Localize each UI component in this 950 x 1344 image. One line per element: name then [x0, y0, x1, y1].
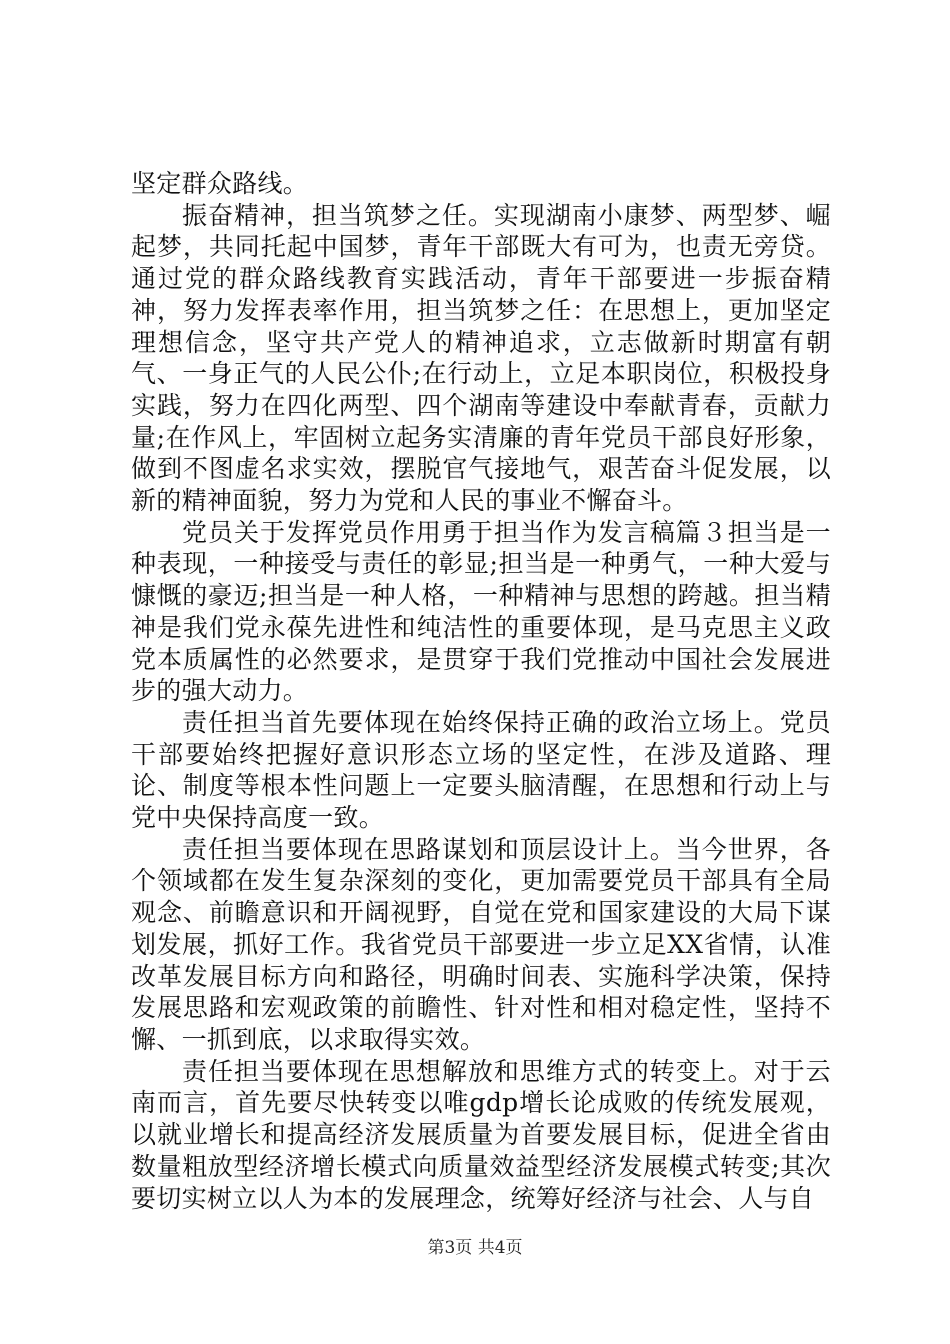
- page-number-footer: 第3页 共4页: [427, 1238, 523, 1258]
- paragraph-thought-liberation: 责任担当要体现在思想解放和思维方式的转变上。对于云南而言，首先要尽快转变以唯gdp增长论成败的传统发展观，以就业增长和提高经济发展质量为首要发展目标，促进全省由数量粗放型经济增长模式向质量效益型经济发展模式转变;其次要切实树立以人为本的发展理念，统筹好经济与社会、人与自: [131, 1056, 831, 1213]
- paragraph-continuation: 坚定群众路线。: [131, 169, 309, 198]
- paragraph-speech-part-3: 党员关于发挥党员作用勇于担当作为发言稿篇３担当是一种表现，一种接受与责任的彰显;担当是一种勇气，一种大爱与慷慨的豪迈;担当是一种人格，一种精神与思想的跨越。担当精神是我们党永葆先进性和纯洁性的重要体现，是马克思主义政党本质属性的必然要求，是贯穿于我们党推动中国社会发展进步的强大动力。: [131, 517, 831, 706]
- paragraph-dream-mission: 振奋精神，担当筑梦之任。实现湖南小康梦、两型梦、崛起梦，共同托起中国梦，青年干部既大有可为，也责无旁贷。通过党的群众路线教育实践活动，青年干部要进一步振奋精神，努力发挥表率作用，担当筑梦之任：在思想上，更加坚定理想信念，坚守共产党人的精神追求，立志做新时期富有朝气、一身正气的人民公仆;在行动上，立足本职岗位，积极投身实践，努力在四化两型、四个湖南等建设中奉献青春，贡献力量;在作风上，牢固树立起务实清廉的青年党员干部良好形象，做到不图虚名求实效，摆脱官气接地气，艰苦奋斗促发展，以新的精神面貌，努力为党和人民的事业不懈奋斗。: [131, 200, 831, 516]
- paragraph-top-level-design: 责任担当要体现在思路谋划和顶层设计上。当今世界，各个领域都在发生复杂深刻的变化，更加需要党员干部具有全局观念、前瞻意识和开阔视野，自觉在党和国家建设的大局下谋划发展，抓好工作。我省党员干部要进一步立足XX省情，认准改革发展目标方向和路径，明确时间表、实施科学决策，保持发展思路和宏观政策的前瞻性、针对性和相对稳定性，坚持不懈、一抓到底，以求取得实效。: [131, 834, 831, 1054]
- paragraph-political-stance: 责任担当首先要体现在始终保持正确的政治立场上。党员干部要始终把握好意识形态立场的坚定性，在涉及道路、理论、制度等根本性问题上一定要头脑清醒，在思想和行动上与党中央保持高度一致。: [131, 707, 831, 833]
- document-body: [131, 168, 831, 1214]
